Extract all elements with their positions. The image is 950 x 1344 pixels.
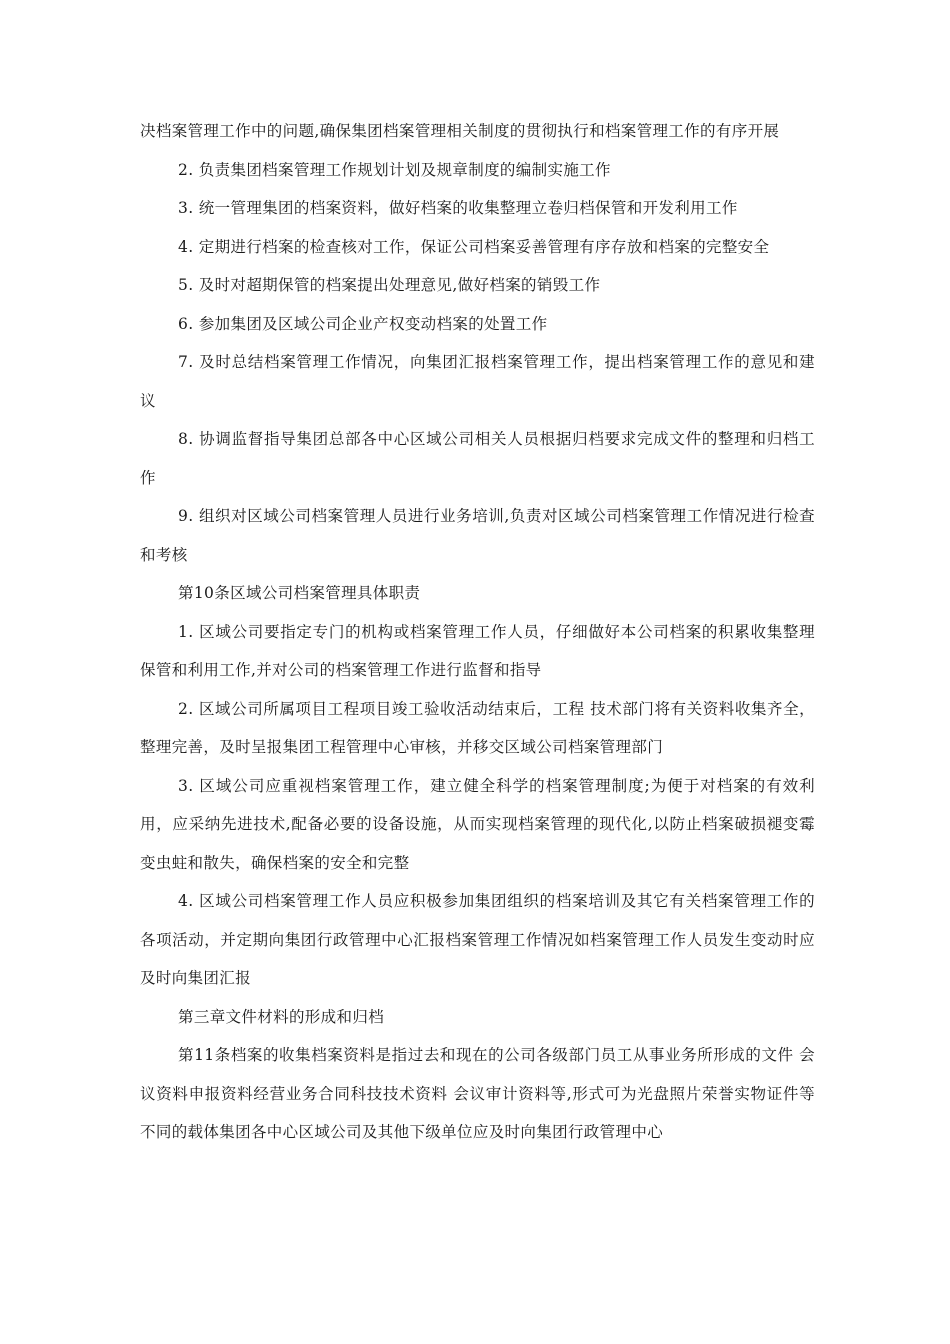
article-10-heading: 第10条区域公司档案管理具体职责: [178, 584, 421, 602]
chapter-3-heading: 第三章文件材料的形成和归档: [178, 1007, 385, 1026]
paragraph-item-5: 5. 及时对超期保管的档案提出处理意见,做好档案的销毁工作: [178, 276, 601, 294]
paragraph-item-6: 6. 参加集团及区域公司企业产权变动档案的处置工作: [178, 314, 548, 333]
article-11-paragraph: 第11条档案的收集档案资料是指过去和现在的公司各级部门员工从事业务所形成的文件 会议资料申报资料经营业务合同科技技术资料 会议审计资料等,形式可为光盘照片荣誉实物证件等不同的载体集团各中心区域公司及其他下级单位应及时向集团行政管理中心: [140, 1046, 815, 1141]
document-body: [140, 112, 815, 1152]
paragraph-item-4: 4. 定期进行档案的检查核对工作，保证公司档案妥善管理有序存放和档案的完整安全: [178, 237, 770, 256]
article-10-item-4: 4. 区域公司档案管理工作人员应积极参加集团组织的档案培训及其它有关档案管理工作的各项活动，并定期向集团行政管理中心汇报档案管理工作情况如档案管理工作人员发生变动时应及时向集团汇报: [140, 892, 815, 987]
paragraph-item-8: 8. 协调监督指导集团总部各中心区域公司相关人员根据归档要求完成文件的整理和归档工作: [140, 430, 815, 487]
paragraph-item-9: 9. 组织对区域公司档案管理人员进行业务培训,负责对区域公司档案管理工作情况进行检查和考核: [140, 507, 815, 564]
article-10-item-3: 3. 区域公司应重视档案管理工作，建立健全科学的档案管理制度;为便于对档案的有效利用，应采纳先进技术,配备必要的设备设施，从而实现档案管理的现代化,以防止档案破损褪变霉变虫蛀和散失，确保档案的安全和完整: [140, 776, 815, 872]
paragraph-item-2: 2. 负责集团档案管理工作规划计划及规章制度的编制实施工作: [178, 160, 611, 179]
article-10-item-2: 2. 区域公司所属项目工程项目竣工验收活动结束后，工程 技术部门将有关资料收集齐全，整理完善，及时呈报集团工程管理中心审核，并移交区域公司档案管理部门: [140, 699, 815, 756]
article-10-item-1: 1. 区域公司要指定专门的机构或档案管理工作人员，仔细做好本公司档案的积累收集整理保管和利用工作,并对公司的档案管理工作进行监督和指导: [140, 622, 815, 679]
paragraph-item-7: 7. 及时总结档案管理工作情况，向集团汇报档案管理工作，提出档案管理工作的意见和建议: [140, 353, 815, 410]
paragraph-continuation: 决档案管理工作中的问题,确保集团档案管理相关制度的贯彻执行和档案管理工作的有序开展: [140, 122, 780, 140]
paragraph-item-3: 3. 统一管理集团的档案资料，做好档案的收集整理立卷归档保管和开发利用工作: [178, 199, 738, 217]
